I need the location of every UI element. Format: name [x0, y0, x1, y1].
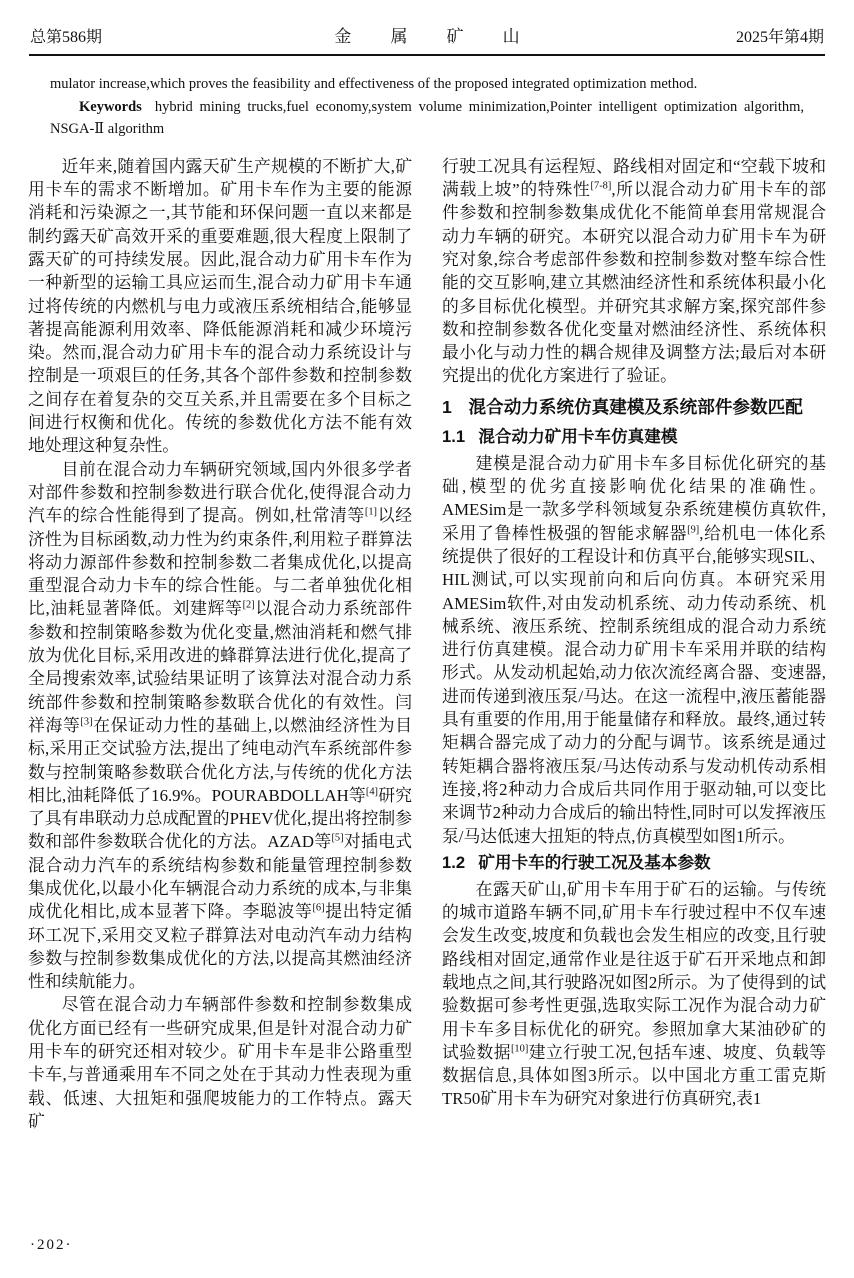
section-1-1-number: 1.1: [442, 426, 466, 446]
section-1-2-heading: [442, 850, 826, 876]
issue-current: 2025年第4期: [735, 29, 824, 46]
research-gap-paragraph: 尽管在混合动力车辆部件参数和控制参数集成优化方面已经有一些研究成果,但是针对混合动力矿用卡车的研究还相对较少。矿用卡车是非公路重型卡车,与普通乘用车不同之处在于其动力性表现为重载、低速、大扭矩和强爬坡能力的工作特点。露天矿: [28, 995, 412, 1131]
keywords-text: hybrid mining trucks,fuel economy,system volume minimization,Pointer intelligent optimization algorithm, NSGA-Ⅱ algorithm: [50, 98, 804, 138]
section-1-1-paragraph: 建模是混合动力矿用卡车多目标优化研究的基础,模型的优劣直接影响优化结果的准确性。AMESim是一款多学科领域复杂系统建模仿真软件,采用了鲁棒性极强的智能求解器[9],给机电一体化系统提供了很好的工程设计和仿真平台,能够实现SIL、HIL测试,可以实现前向和后向仿真。本研究采用AMESim软件,对由发动机系统、动力传动系统、机械系统、液压系统、控制系统组成的混合动力系统进行仿真建模。混合动力矿用卡车采用并联的结构形式。从发动机起始,动力依次流经离合器、变速器,进而传递到液压泵/马达。在这一流程中,液压蓄能器具有重要的作用,用于能量储存和释放。最终,通过转矩耦合器完成了动力的分配与调节。该系统是通过转矩耦合器将液压泵/马达传动系与发动机传动系相连接,将2种动力合成后共同作用于驱动轴,可以变比来调节2种动力合成后的输出特性,同时可以发挥液压泵/马达低速大扭矩的特点,仿真模型如图1所示。: [442, 453, 826, 846]
section-1-2-number: 1.2: [442, 852, 466, 872]
section-1-heading: [442, 393, 826, 421]
header-rule: [29, 54, 825, 56]
journal-title: 金属矿山: [334, 27, 559, 46]
section-1-2-paragraph: 在露天矿山,矿用卡车用于矿石的运输。与传统的城市道路车辆不同,矿用卡车行驶过程中不仅车速会发生改变,坡度和负载也会发生相应的改变,且行驶路线相对固定,通常作业是往返于矿石开采地点和卸载地点之间,其行驶路况如图2所示。为了使得到的试验数据可参考性更强,选取实际工况作为混合动力矿用卡车多目标优化的研究。参照加拿大某油砂矿的试验数据[10]建立行驶工况,包括车速、坡度、负载等数据信息,具体如图3所示。以中国北方重工雷克斯TR50矿用卡车为研究对象进行仿真研究,表1: [442, 879, 826, 1109]
section-1-2-title: 矿用卡车的行驶工况及基本参数: [478, 852, 711, 872]
section-1-title: 混合动力系统仿真建模及系统部件参数匹配: [468, 396, 803, 417]
abstract-tail: [50, 73, 804, 141]
intro-paragraph: 近年来,随着国内露天矿生产规模的不断扩大,矿用卡车的需求不断增加。矿用卡车作为主要的能源消耗和污染源之一,其节能和环保问题一直以来都是制约露天矿高效开采的重要难题,很大程度上限制了露天矿的可持续发展。因此,混合动力矿用卡车作为一种新型的运输工具应运而生,混合动力矿用卡车通过将传统的内燃机与电力或液压系统相结合,能够显著提高能源利用效率、降低能源消耗和减少环境污染。然而,混合动力矿用卡车的混合动力系统设计与控制是一项艰巨的任务,其各个部件参数和控制参数之间存在着复杂的交互关系,并且需要在多个目标之间进行权衡和优化。传统的参数优化方法不能有效地处理这种复杂性。: [28, 156, 412, 456]
section-1-1-title: 混合动力矿用卡车仿真建模: [478, 426, 678, 446]
body-columns: [28, 155, 826, 1133]
literature-review-paragraph: 目前在混合动力车辆研究领域,国内外很多学者对部件参数和控制参数进行联合优化,使得混合动力汽车的综合性能得到了提高。例如,杜常清等[1]以经济性为目标函数,动力性为约束条件,利用粒子群算法将动力源部件参数和控制参数二者集成优化,以提高重型混合动力卡车的综合性能。与二者单独优化相比,油耗显著降低。刘建辉等[2]以混合动力系统部件参数和控制策略参数为优化变量,燃油消耗和燃气排放为优化目标,采用改进的蜂群算法进行优化,提高了全局搜索效率,试验结果证明了该算法对混合动力系统部件参数和控制策略参数联合优化的有效性。闫祥海等[3]在保证动力性的基础上,以燃油经济性为目标,采用正交试验方法,提出了纯电动汽车系统部件参数与控制策略参数联合优化方法,与传统的优化方法相比,油耗降低了16.9%。POURABDOLLAH等[4]研究了具有串联动力总成配置的PHEV优化,提出将控制参数和部件参数联合优化的方法。AZAD等[5]对插电式混合动力汽车的系统结构参数和能量管理控制参数集成优化,以最小化车辆混合动力系统的成本,与非集成优化相比,成本显著下降。李聪波等[6]提出特定循环工况下,采用交叉粒子群算法对电动汽车动力结构参数与控制参数集成优化的方法,以提高其燃油经济性和续航能力。: [28, 459, 412, 992]
page-footer: [30, 1237, 73, 1254]
issue-total: 总第586期: [30, 29, 103, 46]
running-head: [28, 16, 826, 54]
left-column: [28, 155, 412, 1133]
section-1-1-heading: [442, 424, 826, 450]
research-gap-paragraph-continued: 行驶工况具有运程短、路线相对固定和“空载下坡和满载上坡”的特殊性[7-8],所以混合动力矿用卡车的部件参数和控制参数集成优化不能简单套用常规混合动力车辆的研究。本研究以混合动力矿用卡车为研究对象,综合考虑部件参数和控制参数对整车综合性能的交互影响,建立其燃油经济性和系统体积最小化的多目标优化模型。并研究其求解方案,探究部件参数和控制参数各优化变量对燃油经济性、系统体积最小化与动力性的耦合规律及调整方法;最后对本研究提出的优化方案进行了验证。: [442, 156, 827, 386]
keywords-label: Keywords: [79, 98, 142, 115]
section-1-number: 1: [442, 396, 452, 417]
page-number: ·202·: [30, 1237, 73, 1253]
keywords-line: [50, 96, 804, 141]
abstract-continuation-text: mulator increase,which proves the feasibility and effectiveness of the proposed integrated optimization method.: [50, 76, 698, 92]
right-column: [442, 155, 826, 1133]
